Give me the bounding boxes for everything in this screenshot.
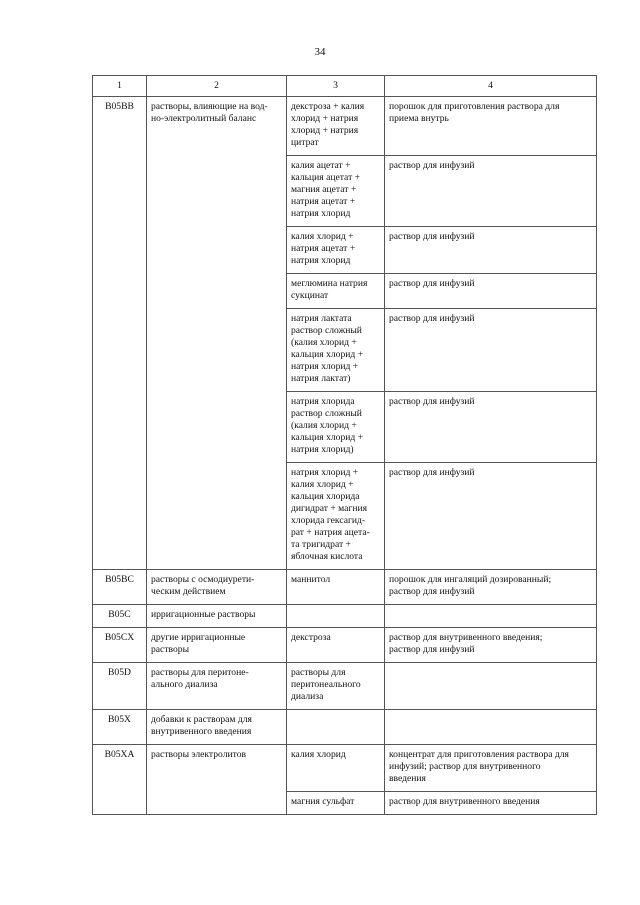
atc-code-cell: B05C xyxy=(93,605,147,628)
substance-cell: растворы для перитонеального диализа xyxy=(287,663,385,710)
table-header-row xyxy=(93,76,597,97)
substance-cell: калия хлорид xyxy=(287,745,385,792)
substance-cell: декстроза + калия хлорид + натрия хлорид + натрия цитрат xyxy=(287,97,385,156)
column-header: 2 xyxy=(147,76,287,97)
group-name-cell: растворы электролитов xyxy=(147,745,287,815)
substance-cell: натрия лактата раствор сложный (калия хлорид + кальция хлорид + натрия хлорид + натрия лактат) xyxy=(287,309,385,392)
dosage-form-cell: раствор для инфузий xyxy=(385,392,597,463)
atc-code-cell: B05BB xyxy=(93,97,147,570)
dosage-form-cell xyxy=(385,710,597,745)
page-number: 34 xyxy=(314,46,326,58)
dosage-form-cell: раствор для инфузий xyxy=(385,274,597,309)
group-name-cell: добавки к растворам для внутривенного введения xyxy=(147,710,287,745)
table-row xyxy=(93,605,597,628)
table-row xyxy=(93,745,597,792)
substance-cell xyxy=(287,710,385,745)
dosage-form-cell: раствор для инфузий xyxy=(385,156,597,227)
dosage-form-cell: раствор для инфузий xyxy=(385,463,597,570)
atc-code-cell: B05CX xyxy=(93,628,147,663)
substance-cell: меглюмина натрия сукцинат xyxy=(287,274,385,309)
group-name-cell: растворы с осмодиурети- ческим действием xyxy=(147,570,287,605)
table-row xyxy=(93,570,597,605)
column-header: 4 xyxy=(385,76,597,97)
atc-code-cell: B05D xyxy=(93,663,147,710)
substance-cell xyxy=(287,605,385,628)
dosage-form-cell: концентрат для приготовления раствора для инфузий; раствор для внутривенного введения xyxy=(385,745,597,792)
dosage-form-cell xyxy=(385,663,597,710)
table-row xyxy=(93,710,597,745)
table-row xyxy=(93,663,597,710)
dosage-form-cell: раствор для внутривенного введения xyxy=(385,792,597,815)
dosage-form-cell: порошок для приготовления раствора для приема внутрь xyxy=(385,97,597,156)
dosage-form-cell: раствор для внутривенного введения; раствор для инфузий xyxy=(385,628,597,663)
table-row xyxy=(93,628,597,663)
substance-cell: натрия хлорида раствор сложный (калия хлорид + кальция хлорид + натрия хлорид) xyxy=(287,392,385,463)
atc-code-cell: B05X xyxy=(93,710,147,745)
atc-code-cell: B05XA xyxy=(93,745,147,815)
dosage-form-cell: раствор для инфузий xyxy=(385,309,597,392)
drug-table xyxy=(92,75,597,815)
column-header: 3 xyxy=(287,76,385,97)
substance-cell: декстроза xyxy=(287,628,385,663)
group-name-cell: ирригационные растворы xyxy=(147,605,287,628)
table-row xyxy=(93,97,597,156)
dosage-form-cell: раствор для инфузий xyxy=(385,227,597,274)
substance-cell: магния сульфат xyxy=(287,792,385,815)
group-name-cell: другие ирригационные растворы xyxy=(147,628,287,663)
dosage-form-cell xyxy=(385,605,597,628)
atc-code-cell: B05BC xyxy=(93,570,147,605)
substance-cell: калия хлорид + натрия ацетат + натрия хлорид xyxy=(287,227,385,274)
group-name-cell: растворы для перитоне- ального диализа xyxy=(147,663,287,710)
table-body xyxy=(93,97,597,815)
substance-cell: натрия хлорид + калия хлорид + кальция хлорида дигидрат + магния хлорида гексагид- рат + натрия ацета- та тригидрат + яблочная кислота xyxy=(287,463,385,570)
substance-cell: маннитол xyxy=(287,570,385,605)
dosage-form-cell: порошок для ингаляций дозированный; раствор для инфузий xyxy=(385,570,597,605)
group-name-cell: растворы, влияющие на вод- но-электролитный баланс xyxy=(147,97,287,570)
column-header: 1 xyxy=(93,76,147,97)
substance-cell: калия ацетат + кальция ацетат + магния ацетат + натрия ацетат + натрия хлорид xyxy=(287,156,385,227)
